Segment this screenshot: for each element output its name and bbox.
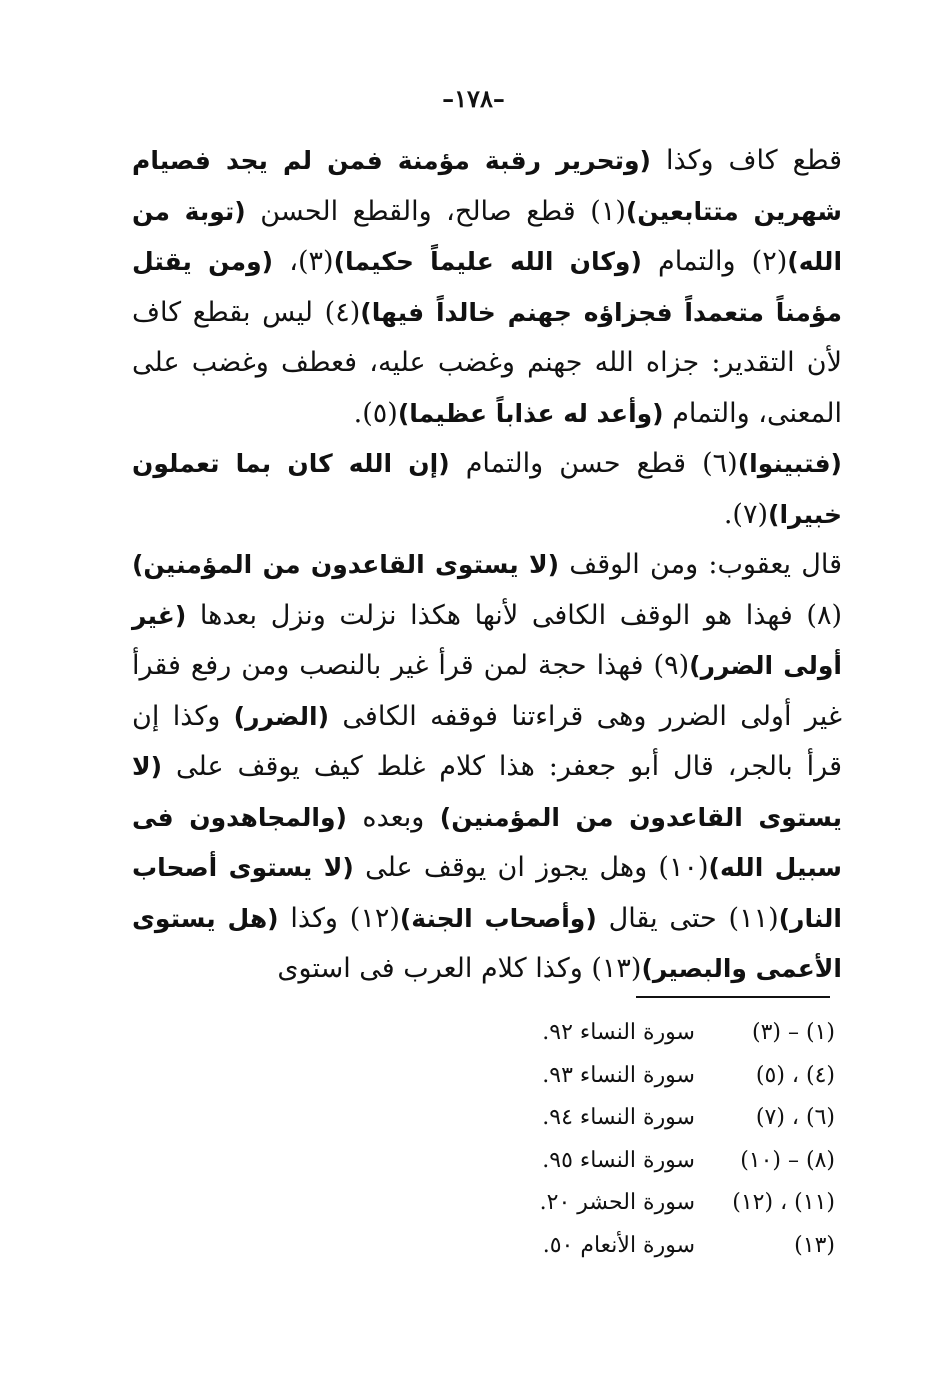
commentary-text: (١٣) وكذا كلام العرب فى استوى bbox=[277, 953, 642, 984]
quran-quote: (وأعد له عذاباً عظيما) bbox=[397, 398, 664, 428]
quran-quote: (فتبينوا) bbox=[737, 449, 842, 478]
footnote-refs: (١٣) bbox=[794, 1232, 835, 1258]
quran-quote: (غير أولى الضرر) bbox=[132, 600, 842, 680]
quran-quote: (توبة من الله) bbox=[132, 196, 843, 276]
quran-quote: (والمجاهدون فى سبيل الله) bbox=[132, 802, 842, 882]
footnote-row bbox=[440, 1182, 835, 1225]
commentary-text: (٤) ليس بقطع كاف لأن التقدير: جزاه الله جهنم وغضب عليه، فعطف وغضب على المعنى، والتمام bbox=[132, 296, 842, 429]
footnote-source: سورة النساء ٩٣. bbox=[542, 1062, 695, 1088]
paragraph bbox=[132, 540, 842, 995]
footnote-row bbox=[440, 1097, 835, 1140]
commentary-text: قطع كاف وكذا bbox=[651, 145, 843, 176]
footnote-source: سورة الأنعام ٥٠. bbox=[542, 1232, 695, 1258]
paragraph bbox=[132, 439, 842, 540]
quran-quote: (لا يستوى القاعدون من المؤمنين) bbox=[132, 550, 560, 579]
quran-quote: (الضرر) bbox=[233, 701, 330, 731]
commentary-text: (١٠) وهل يجوز ان يوقف على bbox=[353, 852, 709, 883]
commentary-text: (٧). bbox=[723, 498, 769, 530]
quran-quote: (وتحرير رقبة مؤمنة فمن لم يجد فصيام شهرين متتابعين) bbox=[132, 146, 842, 226]
commentary-text: وكذا إن قرأ بالجر، قال أبو جعفر: هذا كلام غلط كيف يوقف على bbox=[132, 700, 842, 782]
footnote-row bbox=[440, 1012, 835, 1055]
commentary-text: (١١) حتى يقال bbox=[596, 902, 779, 934]
commentary-text: (١) قطع صالح، والقطع الحسن bbox=[245, 195, 626, 227]
commentary-text: (١٢) وكذا bbox=[278, 902, 400, 934]
commentary-text: وبعده bbox=[346, 801, 440, 833]
commentary-text: (٦) قطع حسن والتمام bbox=[449, 448, 738, 479]
footnote-row bbox=[440, 1140, 835, 1183]
footnote-row bbox=[440, 1055, 835, 1098]
footnote-refs: (٨) – (١٠) bbox=[740, 1147, 835, 1173]
quran-quote: (وأصحاب الجنة) bbox=[399, 903, 597, 933]
commentary-text: (٨) فهذا هو الوقف الكافى لأنها هكذا نزلت ونزل بعدها bbox=[186, 599, 842, 631]
quran-quote: (ومن يقتل مؤمناً متعمداً فجزاؤه جهنم خالداً فيها) bbox=[132, 247, 842, 327]
page-number: –١٧٨– bbox=[442, 84, 505, 113]
body-text bbox=[132, 136, 842, 995]
footnote-source: سورة النساء ٩٢. bbox=[542, 1020, 695, 1045]
footnote-source: سورة الحشر ٢٠. bbox=[539, 1190, 695, 1215]
commentary-text: (٥). bbox=[353, 397, 398, 429]
quran-quote: (إن الله كان بما تعملون خبيرا) bbox=[132, 449, 842, 529]
footnote-row bbox=[440, 1225, 835, 1268]
footnote-source: سورة النساء ٩٥. bbox=[542, 1147, 695, 1173]
paragraph bbox=[132, 136, 842, 439]
quran-quote: (هل يستوى الأعمى والبصير) bbox=[132, 903, 842, 983]
commentary-text: قال يعقوب: ومن الوقف bbox=[559, 549, 842, 580]
commentary-text: (٩) فهذا حجة لمن قرأ غير بالنصب ومن رفع فقرأ غير أولى الضرر وهى قراءتنا فوقفه الكافى bbox=[132, 650, 843, 732]
quran-quote: (لا يستوى أصحاب النار) bbox=[132, 853, 842, 933]
footnote-refs: (٤) ، (٥) bbox=[755, 1062, 835, 1088]
footnote-refs: (١١) ، (١٢) bbox=[732, 1190, 835, 1215]
footnote-divider bbox=[636, 996, 830, 998]
commentary-text: (٣)، bbox=[273, 246, 334, 277]
footnote-source: سورة النساء ٩٤. bbox=[542, 1105, 695, 1130]
quran-quote: (وكان الله عليماً حكيما) bbox=[333, 247, 642, 276]
footnote-refs: (١) – (٣) bbox=[752, 1020, 835, 1045]
commentary-text: (٢) والتمام bbox=[641, 246, 788, 277]
footnotes bbox=[440, 1012, 835, 1267]
quran-quote: (لا يستوى القاعدون من المؤمنين) bbox=[132, 752, 843, 832]
footnote-refs: (٦) ، (٧) bbox=[755, 1105, 835, 1130]
